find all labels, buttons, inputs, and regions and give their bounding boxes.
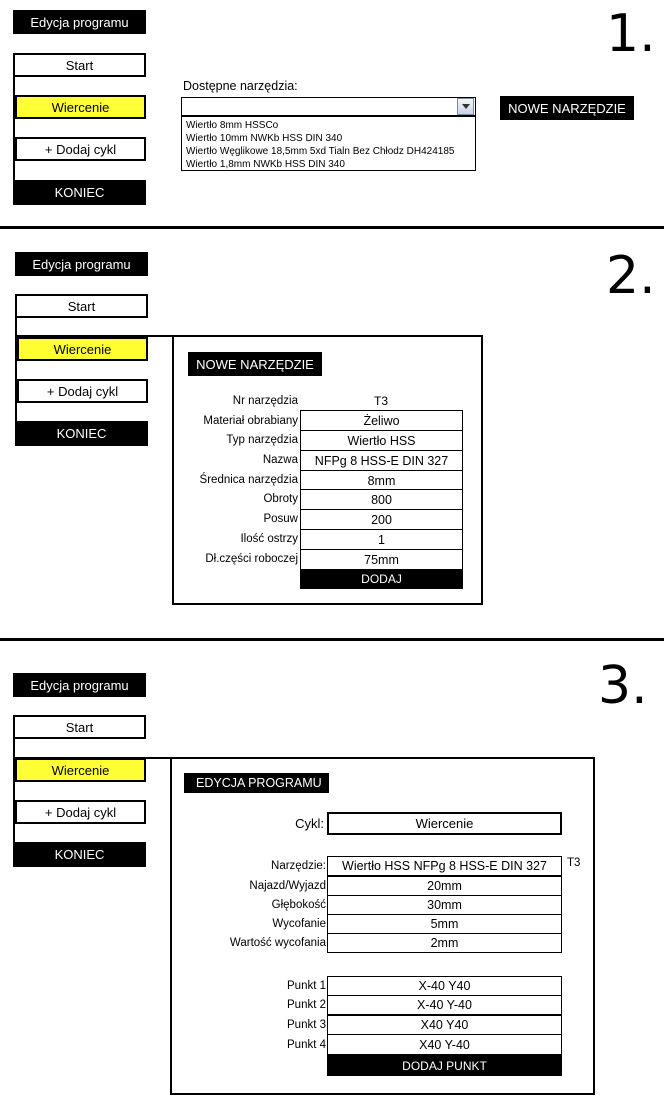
param-label-depth: Głębokość <box>271 899 326 911</box>
program-edit-panel-title: EDYCJA PROGRAMU <box>184 773 329 793</box>
menu-end-button[interactable]: KONIEC <box>13 180 146 205</box>
menu-add-cycle-button[interactable]: + Dodaj cykl <box>15 137 146 161</box>
tools-select[interactable] <box>181 97 476 116</box>
point-label-3: Punkt 3 <box>287 1019 326 1031</box>
tools-option[interactable]: Wiertło 8mm HSSCo <box>186 120 279 131</box>
tools-option[interactable]: Wiertło 10mm NWKb HSS DIN 340 <box>186 133 343 144</box>
point-1[interactable]: X-40 Y40 <box>327 976 562 996</box>
param-depth[interactable]: 30mm <box>327 895 562 915</box>
menu-start-button[interactable]: Start <box>15 294 148 318</box>
menu-tree-line <box>15 316 17 428</box>
field-label-name: Nazwa <box>262 454 298 466</box>
add-point-button[interactable]: DODAJ PUNKT <box>327 1055 562 1076</box>
tool-label: Narzędzie: <box>271 860 326 872</box>
field-diameter[interactable]: 8mm <box>300 470 463 491</box>
point-4[interactable]: X40 Y-40 <box>327 1034 562 1055</box>
tool-number-value: T3 <box>373 394 388 408</box>
tools-label: Dostępne narzędzia: <box>183 79 298 93</box>
menu-tree-line <box>13 737 15 849</box>
point-label-1: Punkt 1 <box>287 980 326 992</box>
point-3[interactable]: X40 Y40 <box>327 1015 562 1035</box>
param-retract[interactable]: 5mm <box>327 914 562 934</box>
menu-tree-line <box>13 75 15 188</box>
add-tool-button[interactable]: DODAJ <box>300 569 463 589</box>
field-working-length[interactable]: 75mm <box>300 549 463 570</box>
param-approach[interactable]: 20mm <box>327 876 562 896</box>
field-rpm[interactable]: 800 <box>300 489 463 510</box>
tool-field[interactable]: Wiertło HSS NFPg 8 HSS-E DIN 327 <box>327 856 562 876</box>
point-label-2: Punkt 2 <box>287 999 326 1011</box>
step-number-2: 2. <box>606 246 656 306</box>
point-label-4: Punkt 4 <box>287 1039 326 1051</box>
field-material[interactable]: Żeliwo <box>300 410 463 431</box>
tools-option[interactable]: Wiertło Węglikowe 18,5mm 5xd Tialn Bez Chłodz DH424185 <box>186 146 455 157</box>
tool-code: T3 <box>567 857 581 869</box>
field-flutes[interactable]: 1 <box>300 529 463 550</box>
field-label-material: Materiał obrabiany <box>203 415 298 427</box>
menu-start-button[interactable]: Start <box>13 53 146 77</box>
new-tool-panel-title: NOWE NARZĘDZIE <box>188 352 322 376</box>
tool-number-label: Nr narzędzia <box>232 395 298 407</box>
step-number-1: 1. <box>606 4 656 64</box>
step-number-3: 3. <box>598 656 648 716</box>
param-label-approach: Najazd/Wyjazd <box>249 880 326 892</box>
menu-wiercenie-button[interactable]: Wiercenie <box>15 95 146 119</box>
field-name[interactable]: NFPg 8 HSS-E DIN 327 <box>300 450 463 471</box>
field-tool-type[interactable]: Wiertło HSS <box>300 430 463 451</box>
field-label-working-length: Dł.części roboczej <box>205 553 298 565</box>
menu-add-cycle-button[interactable]: + Dodaj cykl <box>15 800 146 824</box>
menu-title: Edycja programu <box>13 673 146 697</box>
new-tool-button[interactable]: NOWE NARZĘDZIE <box>500 96 634 120</box>
tools-dropdown-list <box>181 116 476 171</box>
field-label-flutes: Ilość ostrzy <box>240 533 298 545</box>
field-label-tool-type: Typ narzędzia <box>226 434 298 446</box>
param-retract-value[interactable]: 2mm <box>327 933 562 953</box>
point-2[interactable]: X-40 Y-40 <box>327 995 562 1015</box>
section-divider <box>0 638 664 641</box>
param-label-retract: Wycofanie <box>272 918 326 930</box>
field-label-feed: Posuw <box>263 513 298 525</box>
field-feed[interactable]: 200 <box>300 509 463 530</box>
dropdown-arrow-icon[interactable] <box>457 98 474 115</box>
menu-add-cycle-button[interactable]: + Dodaj cykl <box>17 379 148 403</box>
cycle-label: Cykl: <box>295 816 324 831</box>
menu-end-button[interactable]: KONIEC <box>13 842 146 867</box>
menu-title: Edycja programu <box>15 252 148 276</box>
cycle-field[interactable]: Wiercenie <box>327 812 562 835</box>
menu-wiercenie-button[interactable]: Wiercenie <box>15 758 146 782</box>
section-divider <box>0 226 664 229</box>
menu-title: Edycja programu <box>13 10 146 34</box>
menu-wiercenie-button[interactable]: Wiercenie <box>17 337 148 361</box>
field-label-diameter: Średnica narzędzia <box>199 474 298 486</box>
field-label-rpm: Obroty <box>263 493 298 505</box>
tools-option[interactable]: Wiertło 1,8mm NWKb HSS DIN 340 <box>186 159 345 170</box>
menu-end-button[interactable]: KONIEC <box>15 421 148 446</box>
param-label-retract-value: Wartość wycofania <box>229 937 326 949</box>
menu-start-button[interactable]: Start <box>13 715 146 739</box>
